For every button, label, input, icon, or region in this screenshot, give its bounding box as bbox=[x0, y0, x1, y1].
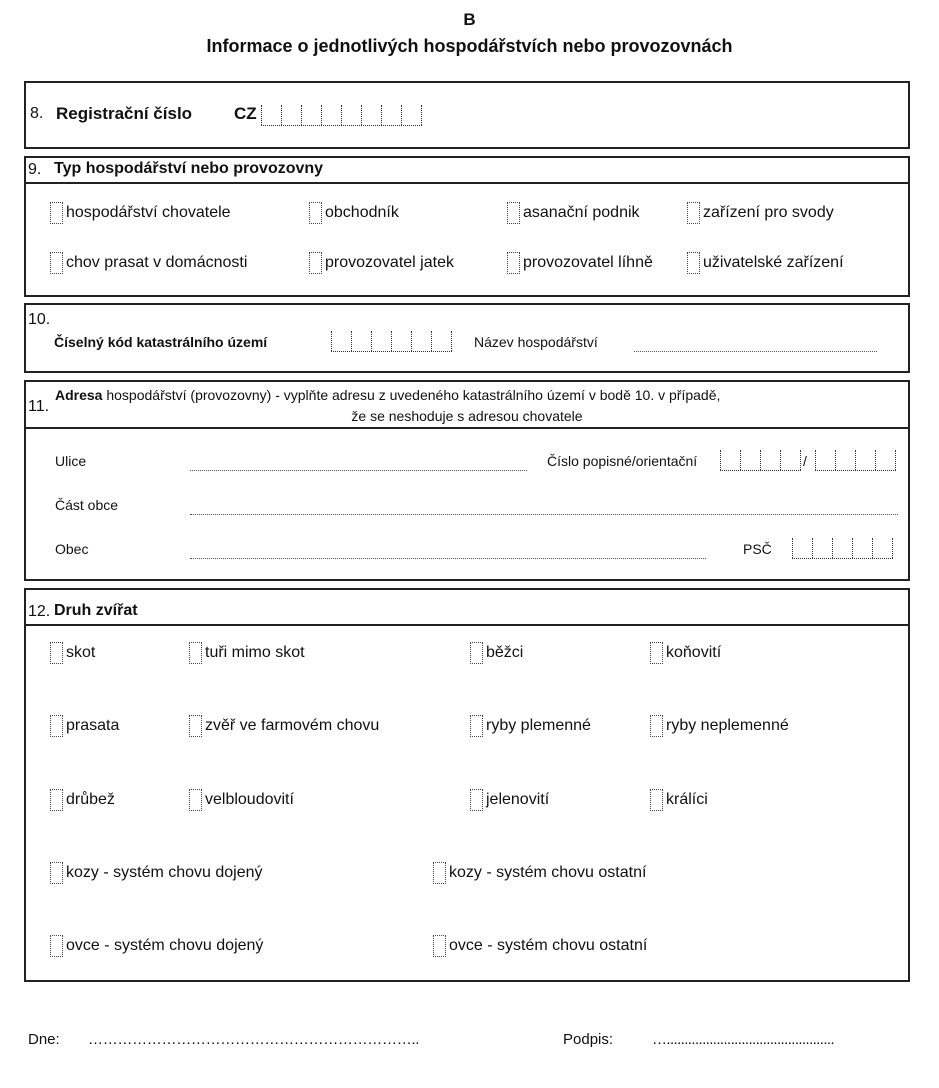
comb-cell[interactable] bbox=[341, 105, 361, 125]
country-prefix: CZ bbox=[234, 104, 257, 123]
checkbox-icon[interactable] bbox=[507, 252, 520, 274]
municipality-label: Obec bbox=[55, 541, 89, 557]
checkbox-icon[interactable] bbox=[309, 252, 322, 274]
signature-input[interactable]: …............................................... bbox=[652, 1031, 835, 1048]
checkbox-icon[interactable] bbox=[470, 642, 483, 664]
section-number: 12. bbox=[28, 603, 51, 620]
checkbox-species-breeding-fish[interactable]: ryby plemenné bbox=[470, 715, 591, 737]
farm-name-label: Název hospodářství bbox=[474, 334, 598, 350]
checkbox-species-bovine-other[interactable]: tuři mimo skot bbox=[189, 642, 305, 664]
house-number-input[interactable] bbox=[720, 450, 801, 471]
checkbox-icon[interactable] bbox=[50, 935, 63, 957]
section-number: 8. bbox=[30, 105, 44, 122]
comb-cell[interactable] bbox=[855, 450, 875, 470]
checkbox-icon[interactable] bbox=[189, 789, 202, 811]
comb-cell[interactable] bbox=[321, 105, 341, 125]
checkbox-species-ratites[interactable]: běžci bbox=[470, 642, 523, 664]
comb-cell[interactable] bbox=[875, 450, 896, 470]
checkbox-icon[interactable] bbox=[50, 789, 63, 811]
section-title: Adresa hospodářství (provozovny) - vyplňte adresu z uvedeného katastrálního území v bodě 10. v případě, bbox=[55, 387, 721, 403]
checkbox-icon[interactable] bbox=[650, 715, 663, 737]
section-title: Typ hospodářství nebo provozovny bbox=[54, 160, 324, 177]
checkbox-icon[interactable] bbox=[50, 642, 63, 664]
checkbox-icon[interactable] bbox=[470, 715, 483, 737]
section-number: 9. bbox=[28, 161, 42, 178]
checkbox-icon[interactable] bbox=[433, 935, 446, 957]
checkbox-icon[interactable] bbox=[507, 202, 520, 224]
comb-cell[interactable] bbox=[780, 450, 801, 470]
comb-cell[interactable] bbox=[301, 105, 321, 125]
cadastral-code-input[interactable] bbox=[331, 331, 452, 352]
checkbox-species-sheep-other[interactable]: ovce - systém chovu ostatní bbox=[433, 935, 647, 957]
comb-cell[interactable] bbox=[391, 331, 411, 351]
comb-cell[interactable] bbox=[740, 450, 760, 470]
cadastral-code-label: Číselný kód katastrálního území bbox=[54, 334, 268, 350]
district-label: Část obce bbox=[55, 497, 119, 513]
comb-cell[interactable] bbox=[852, 538, 872, 558]
checkbox-farm-type-hatchery[interactable]: provozovatel líhně bbox=[507, 252, 653, 274]
checkbox-species-goats-other[interactable]: kozy - systém chovu ostatní bbox=[433, 862, 646, 884]
comb-cell[interactable] bbox=[401, 105, 422, 125]
checkbox-icon[interactable] bbox=[687, 252, 700, 274]
checkbox-icon[interactable] bbox=[189, 642, 202, 664]
checkbox-icon[interactable] bbox=[189, 715, 202, 737]
municipality-input[interactable] bbox=[190, 558, 706, 559]
checkbox-icon[interactable] bbox=[50, 202, 63, 224]
checkbox-species-pigs[interactable]: prasata bbox=[50, 715, 119, 737]
section-9-farm-type bbox=[24, 156, 910, 297]
comb-cell[interactable] bbox=[720, 450, 740, 470]
checkbox-farm-type-user-facility[interactable]: uživatelské zařízení bbox=[687, 252, 844, 274]
checkbox-icon[interactable] bbox=[50, 715, 63, 737]
checkbox-species-equines[interactable]: koňovití bbox=[650, 642, 721, 664]
section-number: 10. bbox=[28, 311, 51, 328]
checkbox-icon[interactable] bbox=[50, 252, 63, 274]
date-label: Dne: bbox=[28, 1031, 60, 1048]
postcode-label: PSČ bbox=[743, 541, 772, 557]
comb-cell[interactable] bbox=[361, 105, 381, 125]
comb-cell[interactable] bbox=[351, 331, 371, 351]
checkbox-icon[interactable] bbox=[470, 789, 483, 811]
checkbox-species-poultry[interactable]: drůbež bbox=[50, 789, 115, 811]
comb-cell[interactable] bbox=[261, 105, 281, 125]
date-input[interactable]: ………………………………………………………….. bbox=[88, 1031, 420, 1048]
comb-cell[interactable] bbox=[760, 450, 780, 470]
comb-cell[interactable] bbox=[872, 538, 893, 558]
checkbox-icon[interactable] bbox=[650, 642, 663, 664]
section-8-registration bbox=[24, 81, 910, 149]
comb-cell[interactable] bbox=[835, 450, 855, 470]
street-label: Ulice bbox=[55, 453, 87, 469]
comb-cell[interactable] bbox=[331, 331, 351, 351]
comb-cell[interactable] bbox=[371, 331, 391, 351]
section-subtitle: že se neshoduje s adresou chovatele bbox=[351, 408, 583, 424]
checkbox-icon[interactable] bbox=[309, 202, 322, 224]
checkbox-icon[interactable] bbox=[687, 202, 700, 224]
section-title: Druh zvířat bbox=[54, 602, 138, 619]
checkbox-species-cervids[interactable]: jelenovití bbox=[470, 789, 549, 811]
postcode-input[interactable] bbox=[792, 538, 893, 559]
comb-cell[interactable] bbox=[812, 538, 832, 558]
checkbox-farm-type-rendering[interactable]: asanační podnik bbox=[507, 202, 640, 224]
checkbox-farm-type-household-pigs[interactable]: chov prasat v domácnosti bbox=[50, 252, 247, 274]
checkbox-species-goats-dairy[interactable]: kozy - systém chovu dojený bbox=[50, 862, 263, 884]
checkbox-species-farmed-game[interactable]: zvěř ve farmovém chovu bbox=[189, 715, 379, 737]
comb-cell[interactable] bbox=[815, 450, 835, 470]
street-input[interactable] bbox=[190, 470, 527, 471]
checkbox-farm-type-trader[interactable]: obchodník bbox=[309, 202, 399, 224]
checkbox-species-rabbits[interactable]: králíci bbox=[650, 789, 708, 811]
checkbox-species-sheep-dairy[interactable]: ovce - systém chovu dojený bbox=[50, 935, 263, 957]
checkbox-icon[interactable] bbox=[50, 862, 63, 884]
section-12-animal-species bbox=[24, 588, 910, 982]
section-10-cadastral bbox=[24, 303, 910, 373]
checkbox-farm-type-slaughterhouse[interactable]: provozovatel jatek bbox=[309, 252, 454, 274]
checkbox-species-camelids[interactable]: velbloudovití bbox=[189, 789, 294, 811]
comb-cell[interactable] bbox=[431, 331, 452, 351]
comb-cell[interactable] bbox=[832, 538, 852, 558]
section-letter: B bbox=[463, 10, 476, 29]
signature-label: Podpis: bbox=[563, 1031, 614, 1048]
orientation-number-input[interactable] bbox=[815, 450, 896, 471]
checkbox-species-cattle[interactable]: skot bbox=[50, 642, 95, 664]
registration-number-input[interactable] bbox=[261, 105, 422, 126]
checkbox-species-non-breeding-fish[interactable]: ryby neplemenné bbox=[650, 715, 789, 737]
section-number: 11. bbox=[28, 398, 50, 415]
checkbox-farm-type-assembly[interactable]: zařízení pro svody bbox=[687, 202, 834, 224]
comb-cell[interactable] bbox=[281, 105, 301, 125]
house-number-label: Číslo popisné/orientační bbox=[547, 453, 698, 469]
district-input[interactable] bbox=[190, 514, 898, 515]
checkbox-icon[interactable] bbox=[433, 862, 446, 884]
checkbox-farm-type-breeder[interactable]: hospodářství chovatele bbox=[50, 202, 231, 224]
house-number-separator: / bbox=[803, 453, 807, 469]
page-title: Informace o jednotlivých hospodářstvích nebo provozovnách bbox=[206, 36, 733, 56]
comb-cell[interactable] bbox=[381, 105, 401, 125]
comb-cell[interactable] bbox=[411, 331, 431, 351]
checkbox-icon[interactable] bbox=[650, 789, 663, 811]
registration-label: Registrační číslo bbox=[56, 104, 193, 123]
comb-cell[interactable] bbox=[792, 538, 812, 558]
farm-name-input[interactable] bbox=[634, 351, 877, 352]
section-11-address bbox=[24, 380, 910, 581]
